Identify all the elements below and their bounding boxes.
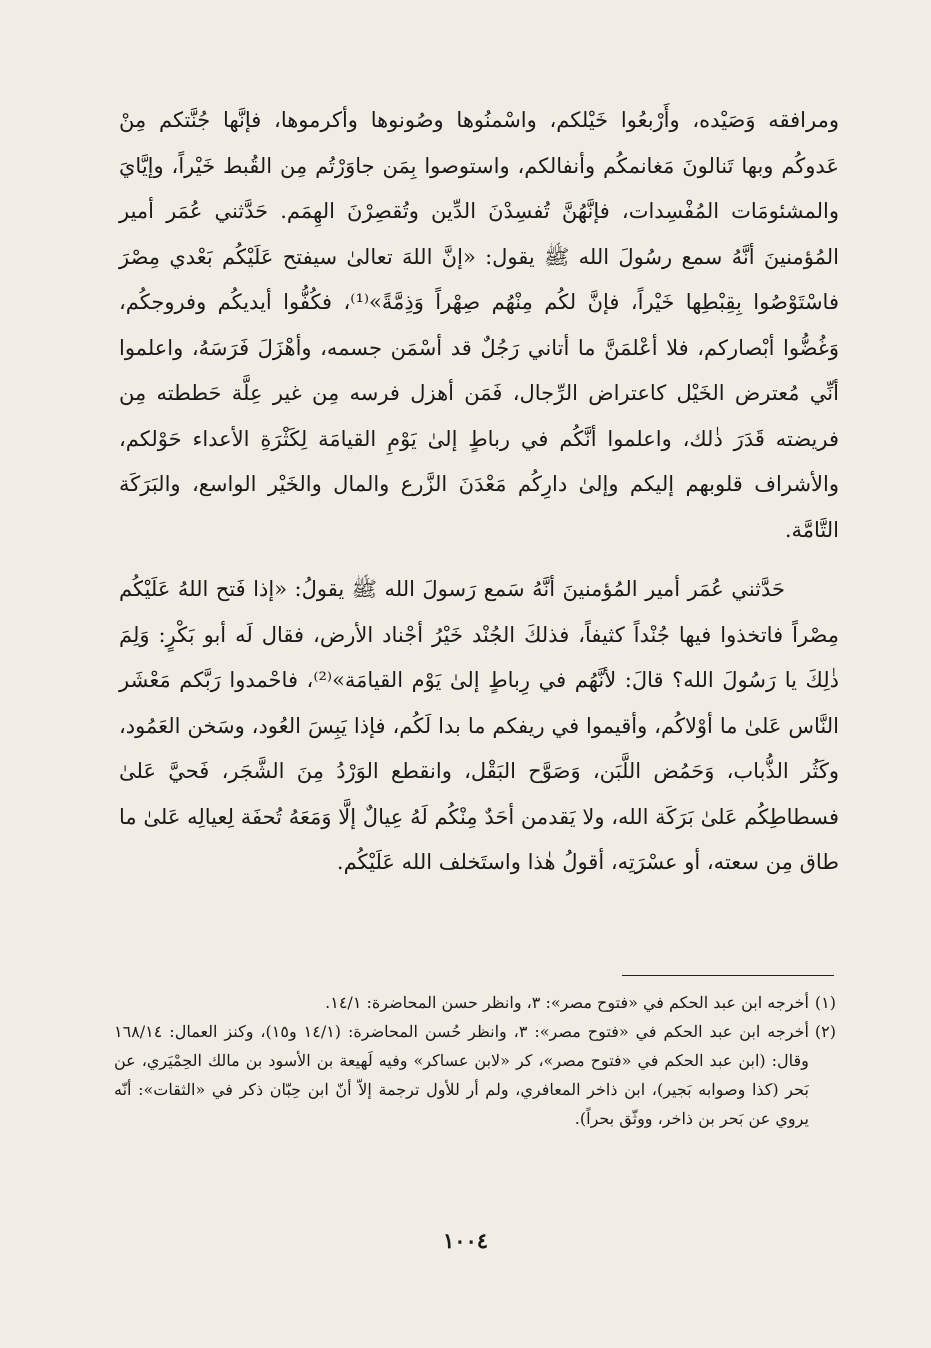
footnote-text: أخرجه ابن عبد الحكم في «فتوح مصر»: ٣، وانظر حسن المحاضرة: ١٤/١. <box>325 993 809 1012</box>
footnotes <box>114 988 836 1133</box>
paragraph-2: حَدَّثني عُمَر أمير المُؤمنينَ أنَّهُ سَمع رَسولَ الله ﷺ يقولُ: «إذا فَتح اللهُ عَلَيْكُم مِصْراً فاتخذوا فيها جُنْداً كثيفاً، فذلكَ الجُنْد خَيْرُ أجْناد الأرض، فقال لَه أبو بَكْرٍ: وَلِمَ ذٰلِكَ يا رَسُولَ الله؟ قالَ: لأنَّهُم في رِباطٍ إلىٰ يَوْم القيامَة»⁽²⁾، فاحْمدوا رَبَّكم مَعْشَر النَّاس عَلىٰ ما أوْلاكُم، وأقيموا في ريفكم ما بدا لَكُم، فإذا يَبِسَ العُود، وسَخن العَمُود، وكَثُر الذُّباب، وَحَمُض اللَّبَن، وَصَوَّح البَقْل، وانقطع الوَرْدُ مِنَ الشَّجَر، فَحيَّ عَلىٰ فسطاطِكُم عَلىٰ بَرَكَة الله، ولا يَقدمن أحَدٌ مِنْكُم لَهُ عِيالٌ إلَّا وَمَعَهُ تُحفَة لِعيالِه عَلىٰ ما طاق مِن سعته، أو عسْرَتِه، أقولُ هٰذا واستَخلف الله عَلَيْكُم. <box>119 577 839 874</box>
footnote-2 <box>114 1017 836 1133</box>
footnote-text: أخرجه ابن عبد الحكم في «فتوح مصر»: ٣، وانظر حُسن المحاضرة: (١٤/١ و١٥)، وكنز العمال: ١٦٨/١٤ وقال: (ابن عبد الحكم في «فتوح مصر»، كر «لابن عساكر» وفيه لَهيعة بن الأسود بن مالك الحِمْيَري، عن بَحر (كذا وصوابه بَجير)، ابن ذاخر المعافري، ولم أر للأول ترجمة إلاّ أنّ ابن حِبّان ذكر في «الثقات»: أنّه يروي عن بَحر بن ذاخر، ووثّق بحراً). <box>114 1022 809 1128</box>
paragraph-1: ومرافقه وَصَيْده، وأَرْبعُوا خَيْلكم، واسْمنُوها وصُونوها وأكرموها، فإنَّها جُنَّتكم مِنْ عَدوكُم وبها تَنالونَ مَغانمكُم وأنفالكم، واستوصوا بِمَن جاوَرْتُم مِن القُبط خَيْراً، وإيَّايَ والمشئومَات المُفْسِدات، فإنَّهُنَّ تُفسِدْنَ الدِّين وتُقصِرْنَ الهِمَم. حَدَّثني عُمَر أمير المُؤمنينَ أنَّهُ سمع رسُولَ الله ﷺ يقول: «إنَّ اللهَ تعالىٰ سيفتح عَلَيْكُم بَعْدي مِصْرَ فاسْتَوْصُوا بِقِبْطِها خَيْراً، فإنَّ لكُم مِنْهُم صِهْراً وَذِمَّةً»⁽¹⁾، فكُفُّوا أيديكُم وفروجكُم، وَغُضُّوا أبْصاركم، فلا أعْلمَنَّ ما أتاني رَجُلٌ قد أسْمَن جسمه، وأهْزَلَ فَرَسَهُ، واعلموا أنِّي مُعترض الخَيْل كاعتراض الرِّجال، فَمَن أهزل فرسه مِن غير عِلَّة حَططته مِن فريضته قَدَرَ ذٰلك، واعلموا أنَّكُم في رباطٍ إلىٰ يَوْمِ القيامَة لِكَثْرَةِ الأعداء حَوْلكم، والأشراف قلوبهم إليكم وإلىٰ دارِكُم مَعْدَنَ الزَّرع والمال والخَيْر الواسع، والبَرَكَة التَّامَّة. <box>119 108 839 542</box>
footnote-number: (١) <box>814 993 836 1012</box>
footnote-1 <box>114 988 836 1017</box>
main-text <box>119 98 839 886</box>
footnote-separator <box>622 975 834 976</box>
footnote-number: (٢) <box>814 1022 836 1041</box>
page-number: ١٠٠٤ <box>442 1228 489 1253</box>
